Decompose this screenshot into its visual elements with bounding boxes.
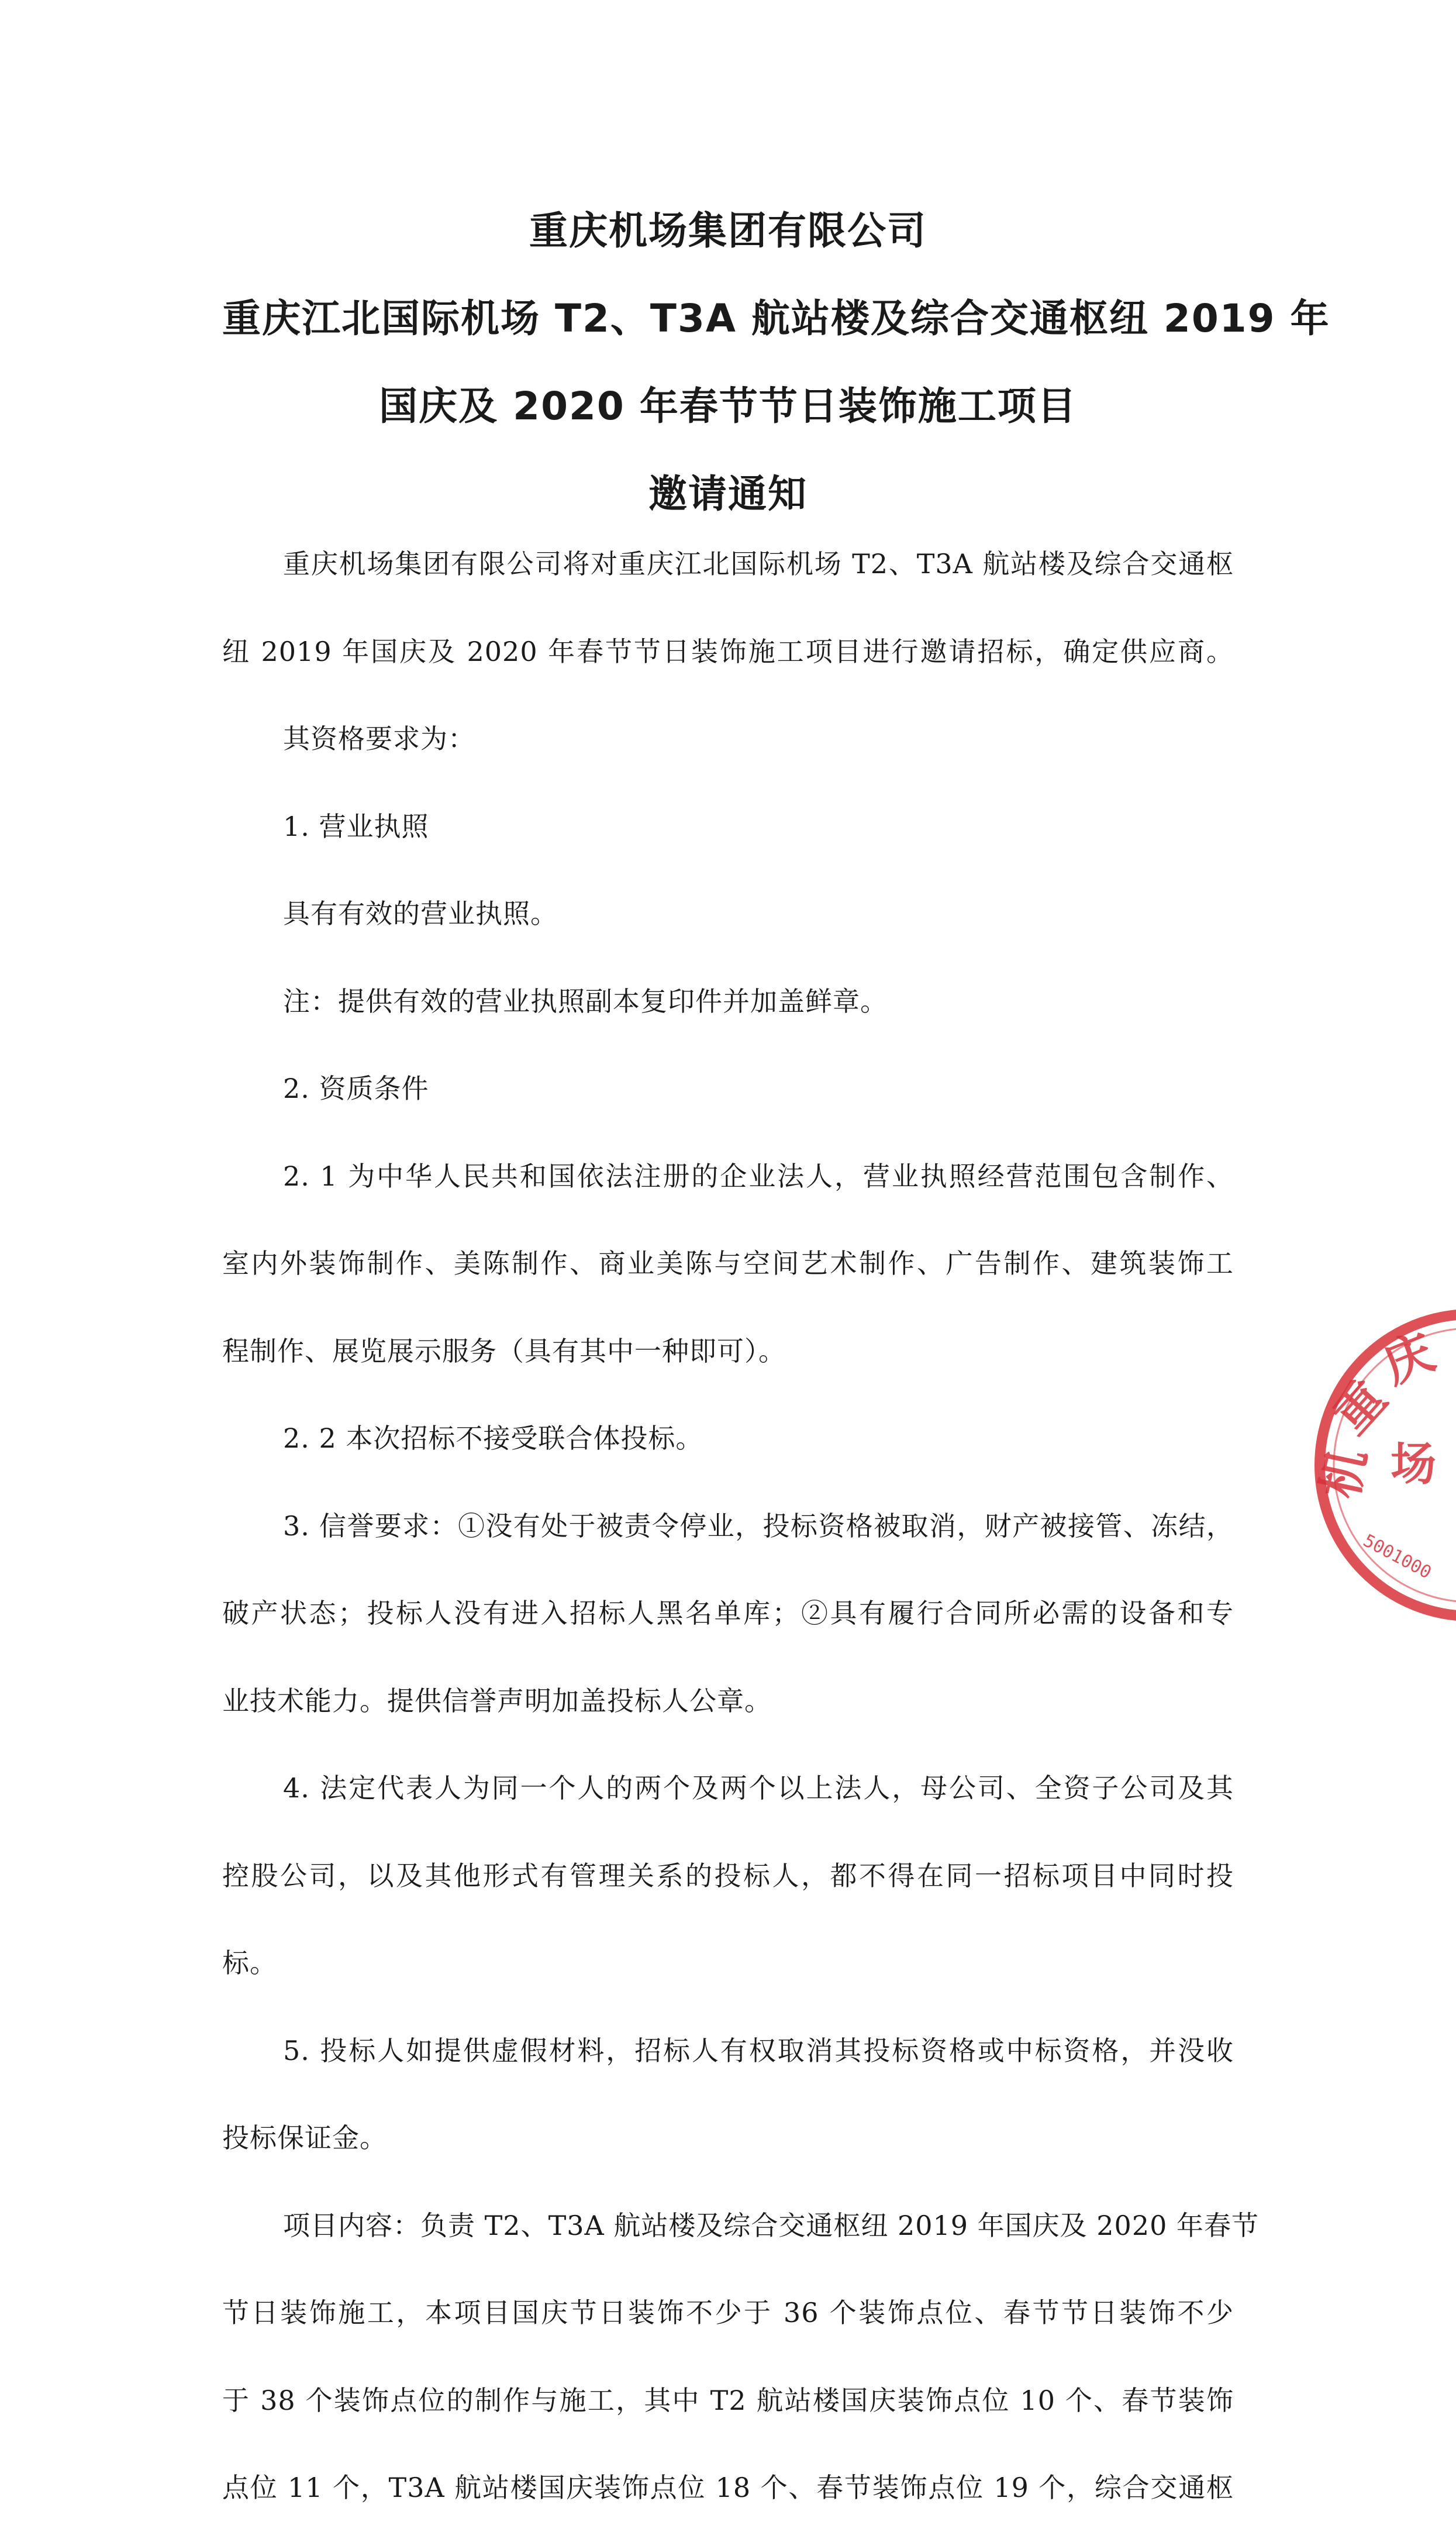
body-line: 程制作、展览展示服务（具有其中一种即可）。 bbox=[222, 1335, 786, 1367]
company-title: 重庆机场集团有限公司 bbox=[529, 208, 927, 253]
seal-number: 5001000 bbox=[1360, 1530, 1435, 1583]
body-line: 控股公司，以及其他形式有管理关系的投标人，都不得在同一招标项目中同时投 bbox=[222, 1859, 1234, 1892]
seal-char: 重 bbox=[1322, 1369, 1398, 1445]
body-line: 4. 法定代表人为同一个人的两个及两个以上法人，母公司、全资子公司及其 bbox=[283, 1772, 1234, 1804]
body-line: 室内外装饰制作、美陈制作、商业美陈与空间艺术制作、广告制作、建筑装饰工 bbox=[222, 1248, 1234, 1279]
document-title-block bbox=[222, 187, 1330, 538]
project-title-line-1: 重庆江北国际机场 T2、T3A 航站楼及综合交通枢纽 2019 年 bbox=[222, 296, 1330, 341]
body-line: 点位 11 个，T3A 航站楼国庆装饰点位 18 个、春节装饰点位 19 个，综合交通枢 bbox=[222, 2472, 1234, 2503]
body-line: 破产状态；投标人没有进入招标人黑名单库；②具有履行合同所必需的设备和专 bbox=[222, 1597, 1234, 1629]
section-heading: 1. 营业执照 bbox=[283, 810, 429, 842]
document-body bbox=[222, 521, 1259, 2532]
body-line: 节日装饰施工，本项目国庆节日装饰不少于 36 个装饰点位、春节节日装饰不少 bbox=[222, 2297, 1234, 2328]
project-title-line-2: 国庆及 2020 年春节节日装饰施工项目 bbox=[379, 384, 1077, 429]
body-line: 2. 1 为中华人民共和国依法注册的企业法人，营业执照经营范围包含制作、 bbox=[283, 1160, 1234, 1192]
body-line: 具有有效的营业执照。 bbox=[283, 898, 558, 929]
seal-char: 机 bbox=[1310, 1443, 1378, 1504]
body-line: 注：提供有效的营业执照副本复印件并加盖鲜章。 bbox=[283, 985, 888, 1017]
seal-char: 场 bbox=[1390, 1438, 1437, 1491]
body-line: 纽 2019 年国庆及 2020 年春节节日装饰施工项目进行邀请招标，确定供应商。 bbox=[222, 635, 1234, 667]
body-line: 3. 信誉要求：①没有处于被责令停业，投标资格被取消，财产被接管、冻结， bbox=[283, 1510, 1234, 1542]
notice-title: 邀请通知 bbox=[648, 471, 808, 516]
body-line: 标。 bbox=[222, 1947, 277, 1979]
company-seal-stamp bbox=[1307, 1301, 1456, 1629]
body-line: 重庆机场集团有限公司将对重庆江北国际机场 T2、T3A 航站楼及综合交通枢 bbox=[283, 548, 1234, 580]
body-line: 于 38 个装饰点位的制作与施工，其中 T2 航站楼国庆装饰点位 10 个、春节装饰 bbox=[222, 2384, 1234, 2416]
body-line: 其资格要求为： bbox=[283, 723, 475, 755]
seal-char: 庆 bbox=[1375, 1322, 1443, 1395]
body-line: 项目内容：负责 T2、T3A 航站楼及综合交通枢纽 2019 年国庆及 2020 年春节 bbox=[283, 2209, 1259, 2241]
section-heading: 2. 资质条件 bbox=[283, 1073, 429, 1104]
body-line: 投标保证金。 bbox=[222, 2122, 387, 2154]
body-line: 5. 投标人如提供虚假材料，招标人有权取消其投标资格或中标资格，并没收 bbox=[283, 2034, 1234, 2066]
body-line: 2. 2 本次招标不接受联合体投标。 bbox=[283, 1422, 703, 1454]
body-line: 业技术能力。提供信誉声明加盖投标人公章。 bbox=[222, 1684, 772, 1717]
